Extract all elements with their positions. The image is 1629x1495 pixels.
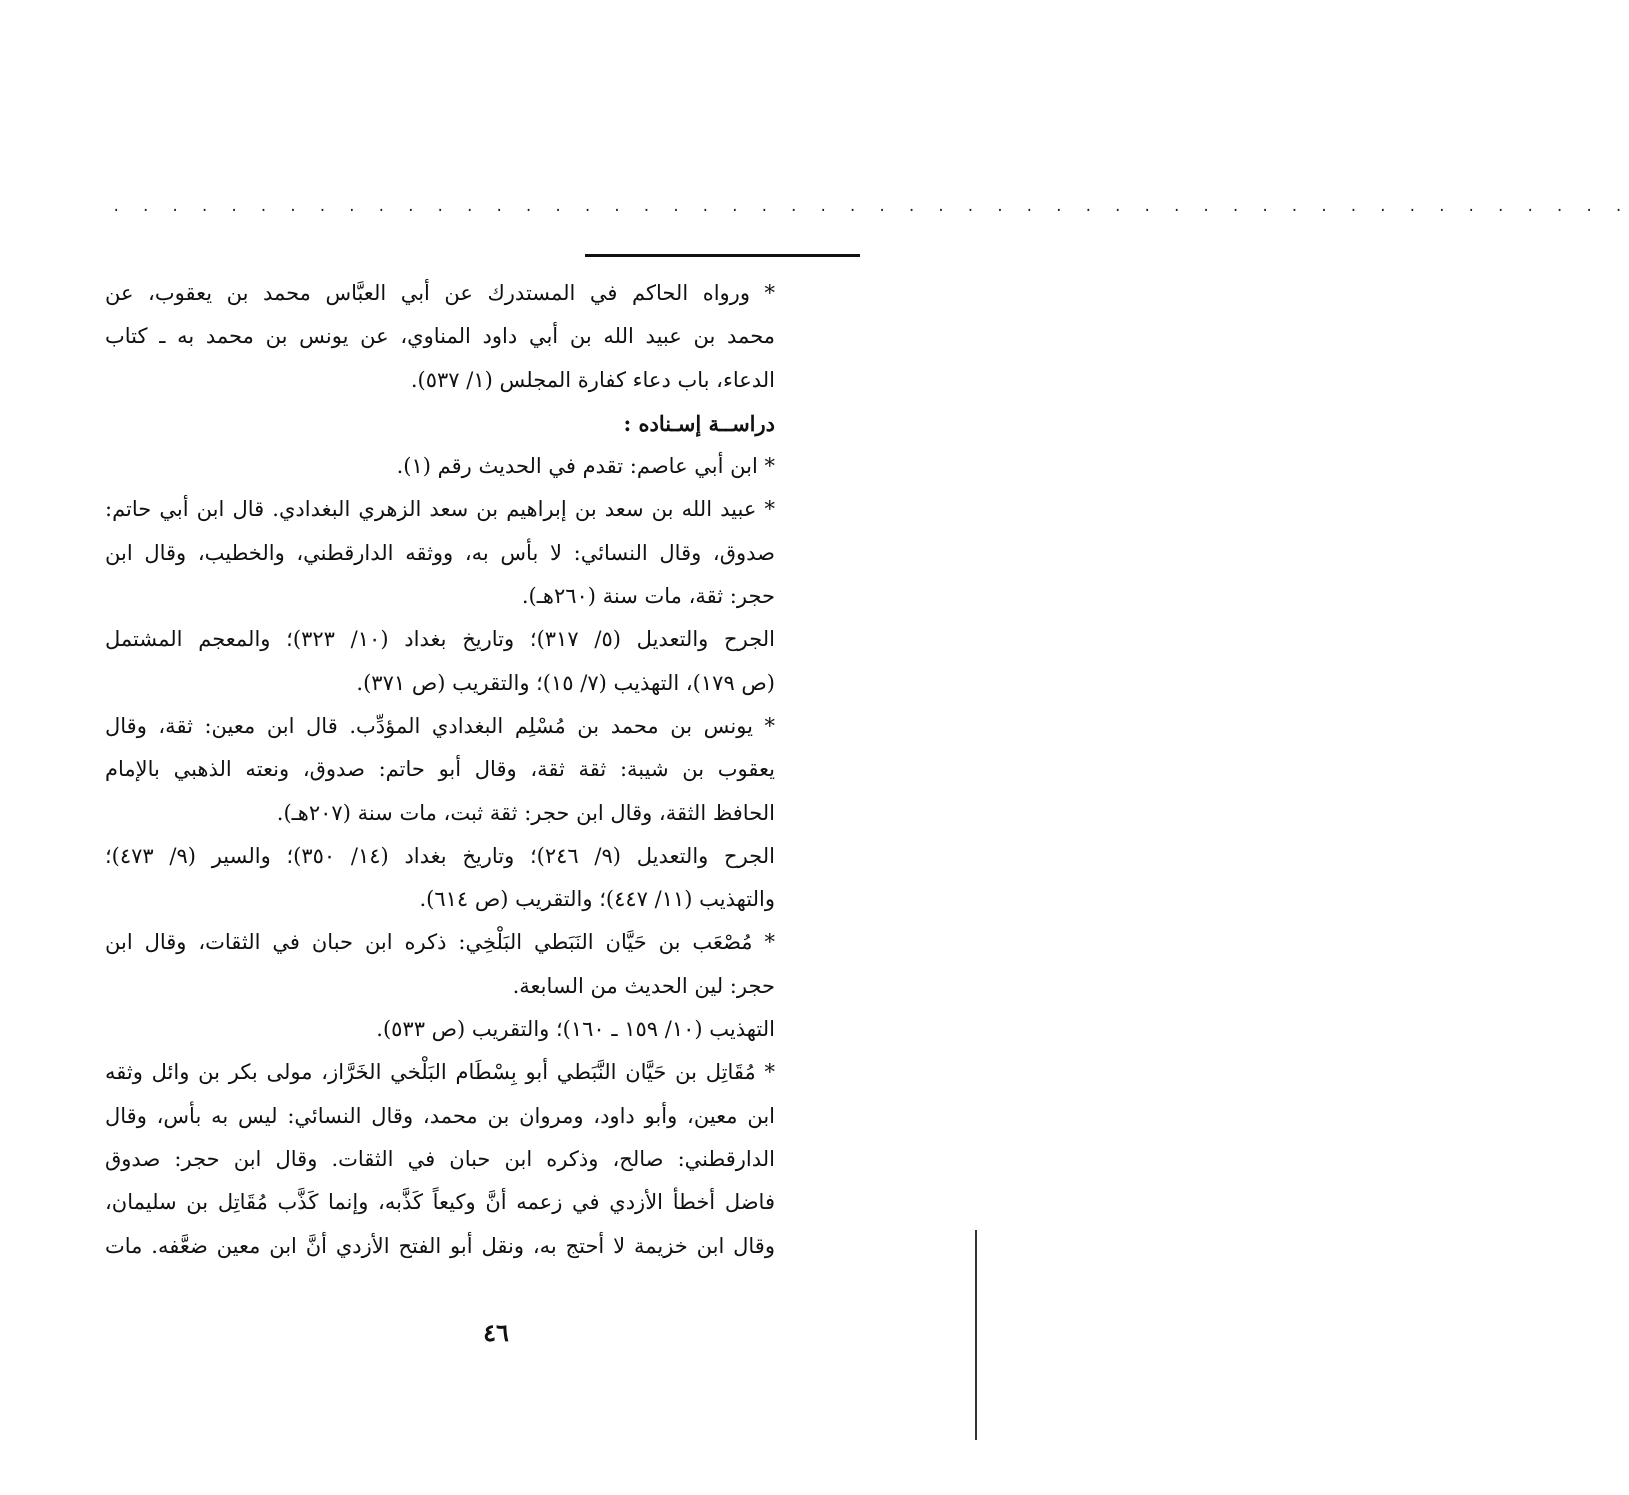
page-number: ٤٦	[483, 1318, 509, 1347]
text-line: الجرح والتعديل (٥/ ٣١٧)؛ وتاريخ بغداد (١٠/ ٣٢٣)؛ والمعجم المشتمل	[105, 627, 775, 652]
text-line: وقال ابن خزيمة لا أحتج به، ونقل أبو الفتح الأزدي أنَّ ابن معين ضعَّفه. مات	[105, 1233, 775, 1258]
text-line: (ص ١٧٩)، التهذيب (٧/ ١٥)؛ والتقريب (ص ٣٧١).	[356, 670, 775, 695]
text-line: صدوق، وقال النسائي: لا بأس به، ووثقه الدارقطني، والخطيب، وقال ابن	[105, 540, 775, 565]
text-line: الجرح والتعديل (٩/ ٢٤٦)؛ وتاريخ بغداد (١٤/ ٣٥٠)؛ والسير (٩/ ٤٧٣)؛	[105, 843, 775, 868]
text-line: التهذيب (١٠/ ١٥٩ ـ ١٦٠)؛ والتقريب (ص ٥٣٣).	[376, 1017, 775, 1042]
footnote-rule	[585, 254, 860, 257]
text-line: ابن معين، وأبو داود، ومروان بن محمد، وقال النسائي: ليس به بأس، وقال	[105, 1103, 775, 1128]
text-line: الدعاء، باب دعاء كفارة المجلس (١/ ٥٣٧).	[410, 367, 775, 392]
text-line: الحافظ الثقة، وقال ابن حجر: ثقة ثبت، مات سنة (٢٠٧هـ).	[276, 800, 775, 825]
text-line: والتهذيب (١١/ ٤٤٧)؛ والتقريب (ص ٦١٤).	[419, 887, 775, 912]
text-line: * مُصْعَب بن حَيَّان النَبَطي البَلْخِي: ذكره ابن حبان في الثقات، وقال ابن	[105, 930, 775, 955]
text-line: يعقوب بن شيبة: ثقة ثقة، وقال أبو حاتم: صدوق، ونعته الذهبي بالإمام	[105, 757, 775, 782]
section-heading: دراســة إسـناده :	[623, 410, 775, 436]
footnote-text	[105, 272, 775, 1268]
scan-edge-line	[975, 1230, 977, 1440]
text-line: حجر: لين الحديث من السابعة.	[512, 973, 775, 998]
text-line: * عبيد الله بن سعد بن إبراهيم بن سعد الزهري البغدادي. قال ابن أبي حاتم:	[105, 497, 775, 522]
text-line: محمد بن عبيد الله بن أبي داود المناوي، عن يونس بن محمد به ـ كتاب	[105, 324, 775, 349]
separator-dots: . . . . . . . . . . . . . . . . . . . . . . . . . . . . . . . . . . . . . . . . . . . . . . . . . . . .	[112, 199, 1629, 215]
text-line: الدارقطني: صالح، وذكره ابن حبان في الثقات. وقال ابن حجر: صدوق	[105, 1146, 775, 1171]
text-line: * ابن أبي عاصم: تقدم في الحديث رقم (١).	[396, 454, 775, 479]
text-line: * مُقَاتِل بن حَيَّان النَّبَطي أبو بِسْطَام البَلْخي الخَرَّاز، مولى بكر بن وائل وثقه	[105, 1060, 775, 1085]
text-line: حجر: ثقة، مات سنة (٢٦٠هـ).	[521, 584, 775, 609]
text-line: * يونس بن محمد بن مُسْلِم البغدادي المؤدِّب. قال ابن معين: ثقة، وقال	[105, 713, 775, 738]
text-line: * ورواه الحاكم في المستدرك عن أبي العبَّاس محمد بن يعقوب، عن	[105, 281, 775, 305]
text-line: فاضل أخطأ الأزدي في زعمه أنَّ وكيعاً كَذَّبه، وإنما كَذَّب مُقَاتِل بن سليمان،	[105, 1190, 775, 1215]
